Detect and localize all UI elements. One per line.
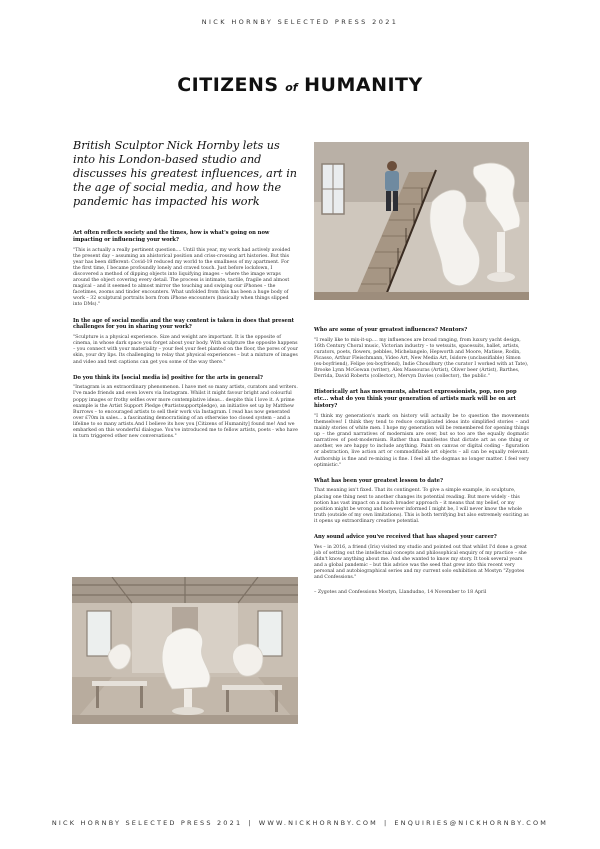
masthead-logo [0, 74, 600, 96]
question-heading: Historically art has movements, abstract expressionists, pop, neo pop etc... what do you think your generation of artists mark will be on art history? [314, 389, 517, 410]
footer-website-link[interactable]: WWW.NICKHORNBY.COM [258, 819, 378, 827]
masthead-word-citizens: CITIZENS [177, 74, 279, 96]
footer-bar [0, 819, 600, 827]
answer-text: "Sculpture is a physical experience. Size and weight are important. It is the opposite of cinema, in whose dark space you forget about your body. With sculpture the opposite happens – you connect with your materiality – your feel your feet planted on the floor, the pores of your skin, your dry lips. Its challenging to relay that physical experiences – but a mixture of images and video and text captions can get you some of the way there." [73, 335, 298, 365]
question-heading: Do you think its [social media is] positive for the arts in general? [73, 374, 263, 381]
answer-text: "This is actually a really pertinent question.... Until this year, my work had actively avoided the present day – assuming an ahistorical position and criss-crossing art histories. But this year has been different: Covid-19 reduced my world to the smallness of my apartment. For the first time, I became profoundly lonely and craved touch. Just before lockdown, I discovered a method of dipping objects into liquifying images – where the image wraps around the object covering every detail. The process is intimate, tactile, fragile and almost magical – and it seemed to almost mirror the touching and swiping our iPhones – the facetimes, zooms and tinder encounters. What unfolded from this has been a huge body of work – 32 sculptural portraits born from iPhone encounters (basically when things slipped into DMs)." [73, 247, 291, 308]
masthead-word-humanity: HUMANITY [304, 74, 423, 96]
question-heading: Any sound advice you've received that has shaped your career? [314, 534, 497, 541]
question-heading: In the age of social media and the way content is taken in does that present challenges for you in sharing your work? [73, 317, 294, 331]
question-heading: What has been your greatest lesson to date? [314, 477, 443, 484]
exhibition-credit: – Zygotes and Confessions Mostyn, Llandudno, 14 November to 18 April [314, 590, 487, 596]
footer-press-title: NICK HORNBY SELECTED PRESS 2021 [51, 819, 243, 827]
answer-text: "Instagram is an extraordinary phenomenon. I have met so many artists, curators and writers. I've made friends and even lovers via Instagram. Whilst it might favour bright and colourful poppy images or frothy selfies over more contemplative ideas... despite this I love it. A prime example is the Artist Support Pledge (#artistsupportpledge), an initiative set up by Matthew Burrows – to encouraged artists to sell their work via Instagram. I read has now generated over £70m in sales... a fascinating democratising of an otherwise too closed system – and a lifeline to so many artists.And I believe its how you [Citizens of Humanity] found me! And we embarked on this wonderful dialogue. You've introduced me to fellow artists, poets - who have in turn triggered other new conversations." [73, 385, 298, 440]
answer-text: That meaning isn't fixed. That its contingent. To give a simple example, in sculpture, placing one thing next to another changes its potential reading. But more widely - this notion has vast impact on a much broader approach – it means that my belief, or my position might be wrong and however informed I might be, I will never know the whole truth (outside of my own limitations). This is both terrifying but also extremely exciting as it opens up extraordinary creative potential. [314, 488, 529, 524]
intro-standfirst: British Sculptor Nick Hornby lets us into his London-based studio and discusses his greatest influences, art in the age of social media, and how the pandemic has impacted his work [73, 139, 298, 208]
photo-studio-sculptures [72, 577, 298, 724]
left-column [73, 230, 298, 449]
question-heading: Art often reflects society and the times, how is what's going on now impacting or influencing your work? [73, 230, 270, 243]
answer-text: Yes – in 2016, a friend (Iris) visited my studio and pointed out that whilst I'd done a great job of setting out the intellectual concepts and philosophical enquiry of my practice – she didn't know anything about me. And she wanted to know my story. It took several years and a global pandemic – but this advice was the seed that grew into this recent very personal and autobiographical series and my current solo exhibition at Mostyn "Zygotes and Confessions." [314, 544, 527, 581]
header-running-title: NICK HORNBY SELECTED PRESS 2021 [201, 18, 399, 26]
right-column [314, 327, 529, 597]
answer-text: "I really like to mix-it-up.... my influences are broad ranging, from luxury yacht design, 16th Century Choral music, Victorian industry – to wetsuits, spacesuits, ballet, artists, curators, poets, flowers, pebbles, Michelangelo, Hepworth and Moore, Matisse, Rodin, Picasso, Arthur Fleischmann, Video Art, New Media Art, Isidore (unclassifiable) Simon (ex-boyfriend), Felipe (ex-boyfriend), Indie Choudhury (the curator I worked with at Tate), Brooke Lynn McGowan (writer), Alex Massouras (Artist), Oliver beer (Artist), Barthes, Derrida, David Roberts (collector), Mervyn Davies (collector), the public." [314, 337, 529, 380]
masthead-word-of: of [285, 81, 298, 94]
answer-text: "I think my generation's mark on history will actually be to question the movements themselves! I think they tend to reduce complicated ideas into simplified stories – and mainly stories of white men. I hope my generation will be remembered for opening things up – the grand narratives of modernism are over, but so too are the equally dogmatic narratives of post-modernism. Rather than manifestos that dictate art as one thing or another, we are happy to include anything. Paint on canvas or digital coding - figuration or abstraction, live action art or commodifiable art objects – all can be equally relevant. Authorship is fine and re-mixing is fine. I feel all the dogmas no longer matter. I feel very optimistic." [314, 413, 529, 468]
footer-separator: | [248, 819, 253, 827]
footer-email-link[interactable]: ENQUIRIES@NICKHORNBY.COM [394, 819, 549, 827]
question-heading: Who are some of your greatest influences? Mentors? [314, 327, 468, 333]
footer-separator: | [383, 819, 389, 827]
photo-artist-on-staircase [314, 142, 529, 300]
